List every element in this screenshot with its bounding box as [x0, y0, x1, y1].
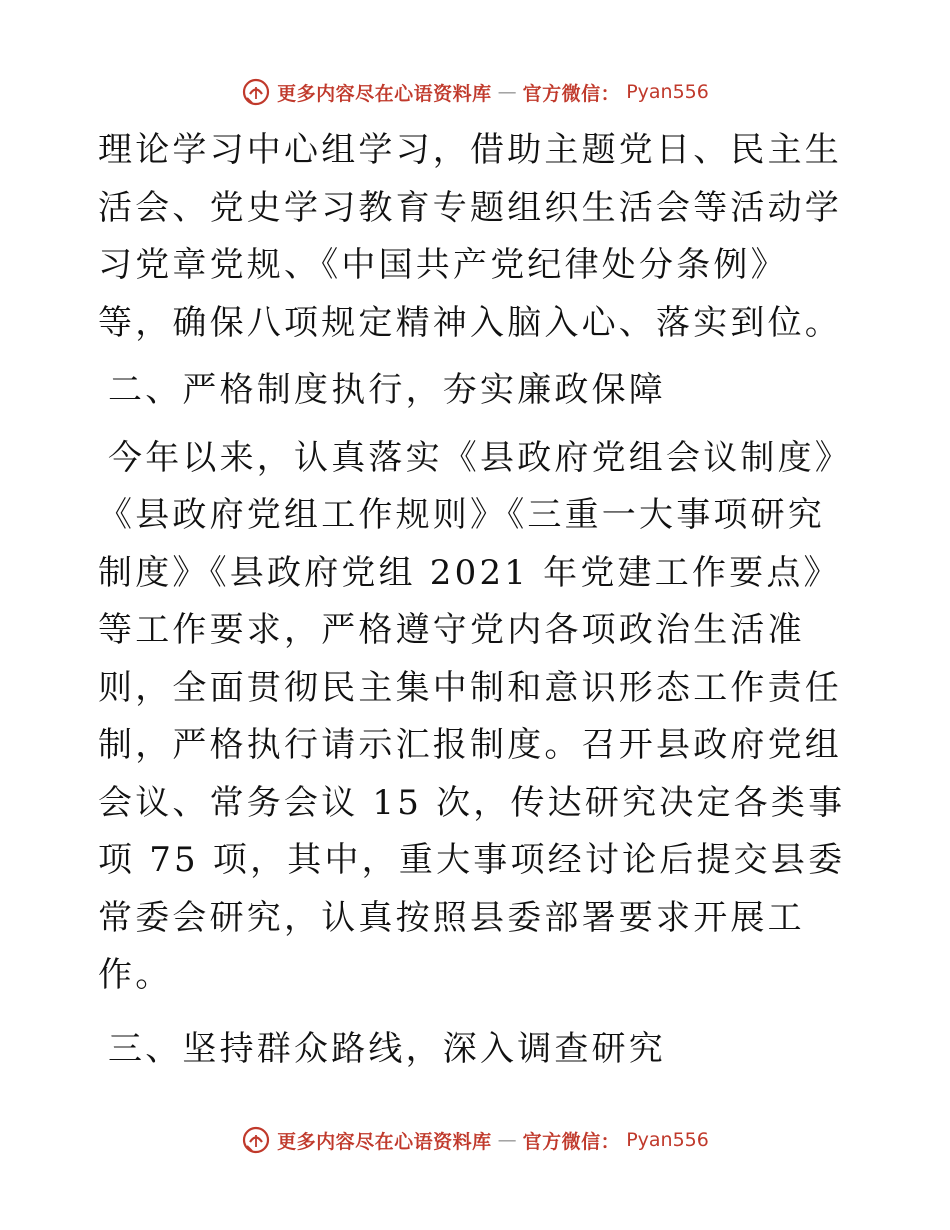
watermark-wechat-label: 官方微信： — [522, 1130, 621, 1153]
watermark-site-text: 更多内容尽在心语资料库 — [277, 82, 492, 105]
watermark-wechat-account: Pyan556 — [626, 1129, 709, 1151]
watermark-wechat-label: 官方微信： — [522, 82, 621, 105]
watermark-dash: — — [497, 1129, 517, 1151]
watermark-dash: — — [497, 81, 517, 103]
paragraph-2: 今年以来，认真落实《县政府党组会议制度》《县政府党组工作规则》《三重一大事项研究制度》《县政府党组 2021 年党建工作要点》等工作要求，严格遵守党内各项政治生活准则，全面贯彻民主集中制和意识形态工作责任制，严格执行请示汇报制度。召开县政府党组会议、常务会议 15 次，传达研究决定各类事项 75 项，其中，重大事项经讨论后提交县委常委会研究，认真按照县委部署要求开展工作。 — [98, 437, 852, 995]
document-body — [98, 122, 858, 1078]
book-heart-icon — [241, 77, 271, 107]
watermark-wechat-account: Pyan556 — [626, 81, 709, 103]
section-heading-2: 二、严格制度执行，夯实廉政保障 — [108, 370, 666, 410]
section-heading-3: 三、坚持群众路线，深入调查研究 — [108, 1028, 666, 1069]
watermark-site-text: 更多内容尽在心语资料库 — [277, 1130, 492, 1153]
paragraph-1: 理论学习中心组学习，借助主题党日、民主生活会、党史学习教育专题组织生活会等活动学习党章党规、《中国共产党纪律处分条例》等，确保八项规定精神入脑入心、落实到位。 — [98, 130, 842, 343]
footer-watermark — [0, 1120, 950, 1160]
book-heart-icon — [241, 1125, 271, 1155]
header-watermark — [0, 72, 950, 112]
